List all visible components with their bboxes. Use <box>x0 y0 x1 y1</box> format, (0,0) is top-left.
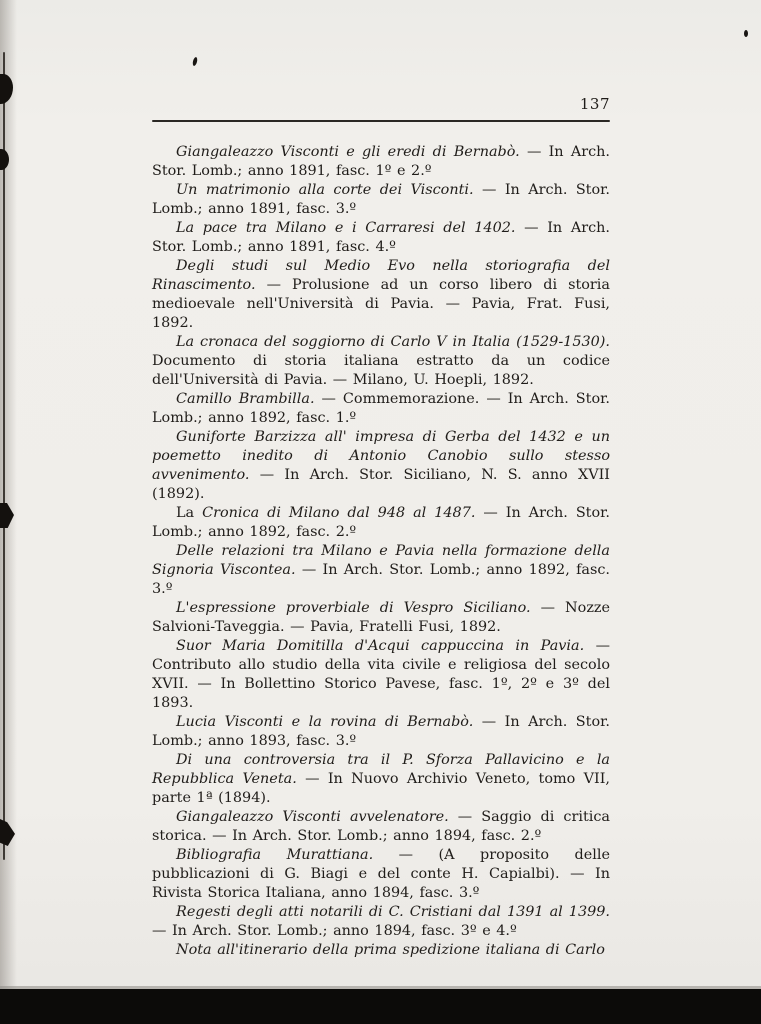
bibliography-entry <box>152 637 610 713</box>
entry-text-segment: — Saggio di critica storica. — In Arch. Stor. Lomb.; anno 1894, fasc. 2.º <box>152 809 610 844</box>
entry-title-segment: Regesti degli atti notarili di C. Cristiani dal 1391 al 1399. <box>176 904 610 920</box>
bibliography-entry <box>152 713 610 751</box>
bibliography-entry <box>152 181 610 219</box>
ink-blot <box>0 74 13 104</box>
entry-text-segment: — In Nuovo Archivio Veneto, tomo VII, parte 1ª (1894). <box>152 771 610 806</box>
bibliography-entry <box>152 219 610 257</box>
header-rule <box>152 120 610 122</box>
entry-text-segment: — In Arch. Stor. Lomb.; anno 1891, fasc. 4.º <box>152 220 610 255</box>
ink-blot <box>0 503 14 528</box>
entry-title-segment: Camillo Brambilla. <box>176 391 315 407</box>
entry-text-segment: — In Arch. Stor. Lomb.; anno 1894, fasc. 3º e 4.º <box>152 923 517 939</box>
ink-blot <box>0 149 9 170</box>
ink-speck <box>192 57 198 67</box>
entry-text-segment: — In Arch. Stor. Lomb.; anno 1891, fasc. 3.º <box>152 182 611 217</box>
entry-title-segment: Giangaleazzo Visconti avvelenatore. <box>176 809 449 825</box>
bibliography-entry <box>152 542 610 599</box>
page-content <box>152 95 610 960</box>
entry-title-segment: La pace tra Milano e i Carraresi del 1402. <box>176 220 516 236</box>
entry-text-segment: — Nozze Salvioni-Taveggia. — Pavia, Fratelli Fusi, 1892. <box>152 600 610 635</box>
page-number: 137 <box>579 95 610 113</box>
scan-binding-line <box>3 52 5 860</box>
bibliography-entry <box>152 504 610 542</box>
bibliography-entry <box>152 428 610 504</box>
entry-text-segment: — In Arch. Stor. Siciliano, N. S. anno XVII (1892). <box>152 467 610 502</box>
bibliography-entry <box>152 751 610 808</box>
entry-title-segment: Di una controversia tra il P. Sforza Pallavicino e la Repubblica Veneta. <box>152 752 610 787</box>
scan-bottom-bar <box>0 989 761 1024</box>
bibliography-entry <box>152 599 610 637</box>
entry-text-segment: La <box>176 505 203 521</box>
entry-title-segment: Lucia Visconti e la rovina di Bernabò. <box>176 714 474 730</box>
entry-text-segment: — Commemorazione. — In Arch. Stor. Lomb.; anno 1892, fasc. 1.º <box>152 391 610 426</box>
entry-title-segment: Degli studi sul Medio Evo nella storiografia del Rinascimento. <box>152 258 610 293</box>
entry-text-segment: — In Arch. Stor. Lomb.; anno 1892, fasc. 3.º <box>152 562 611 597</box>
bibliography-entry <box>152 333 610 390</box>
entry-title-segment: L'espressione proverbiale di Vespro Siciliano. <box>176 600 531 616</box>
entry-title-segment: Un matrimonio alla corte dei Visconti. <box>176 182 474 198</box>
bibliography-entry <box>152 143 610 181</box>
entry-title-segment: Guniforte Barzizza all' impresa di Gerba del 1432 e un poemetto inedito di Antonio Canobio sullo stesso avvenimento. <box>152 429 610 483</box>
bibliography-entry <box>152 257 610 333</box>
entry-text-segment: — In Arch. Stor. Lomb.; anno 1891, fasc. 1º e 2.º <box>152 144 610 179</box>
bibliography-entry <box>152 808 610 846</box>
ink-blot <box>0 819 15 846</box>
entry-title-segment: Nota all'itinerario della prima spedizione italiana di Carlo <box>176 942 605 958</box>
ink-speck <box>744 30 748 37</box>
bibliography-entries <box>152 143 610 960</box>
entry-text-segment: — (A proposito delle pubblicazioni di G. Biagi e del conte H. Capialbi). — In Rivista Storica Italiana, anno 1894, fasc. 3.º <box>152 847 610 901</box>
entry-text-segment: — In Arch. Stor. Lomb.; anno 1892, fasc. 2.º <box>152 505 610 540</box>
bibliography-entry <box>152 846 610 903</box>
bibliography-entry <box>152 941 610 960</box>
bibliography-entry <box>152 390 610 428</box>
entry-text-segment: — Prolusione ad un corso libero di storia medioevale nell'Università di Pavia. — Pavia, Frat. Fusi, 1892. <box>152 277 610 331</box>
entry-title-segment: Giangaleazzo Visconti e gli eredi di Bernabò. <box>176 144 520 160</box>
entry-text-segment: — In Arch. Stor. Lomb.; anno 1893, fasc. 3.º <box>152 714 610 749</box>
bibliography-entry <box>152 903 610 941</box>
entry-title-segment: Suor Maria Domitilla d'Acqui cappuccina in Pavia. <box>176 638 585 654</box>
entry-text-segment: Documento di storia italiana estratto da un codice dell'Università di Pavia. — Milano, U. Hoepli, 1892. <box>152 353 610 388</box>
entry-title-segment: Delle relazioni tra Milano e Pavia nella formazione della Signoria Viscontea. <box>152 543 610 578</box>
entry-title-segment: La cronaca del soggiorno di Carlo V in Italia (1529-1530). <box>176 334 610 350</box>
entry-title-segment: Cronica di Milano dal 948 al 1487. <box>202 505 476 521</box>
entry-text-segment: — Contributo allo studio della vita civile e religiosa del secolo XVII. — In Bollettino Storico Pavese, fasc. 1º, 2º e 3º del 1893. <box>152 638 611 711</box>
entry-title-segment: Bibliografia Murattiana. <box>176 847 374 863</box>
